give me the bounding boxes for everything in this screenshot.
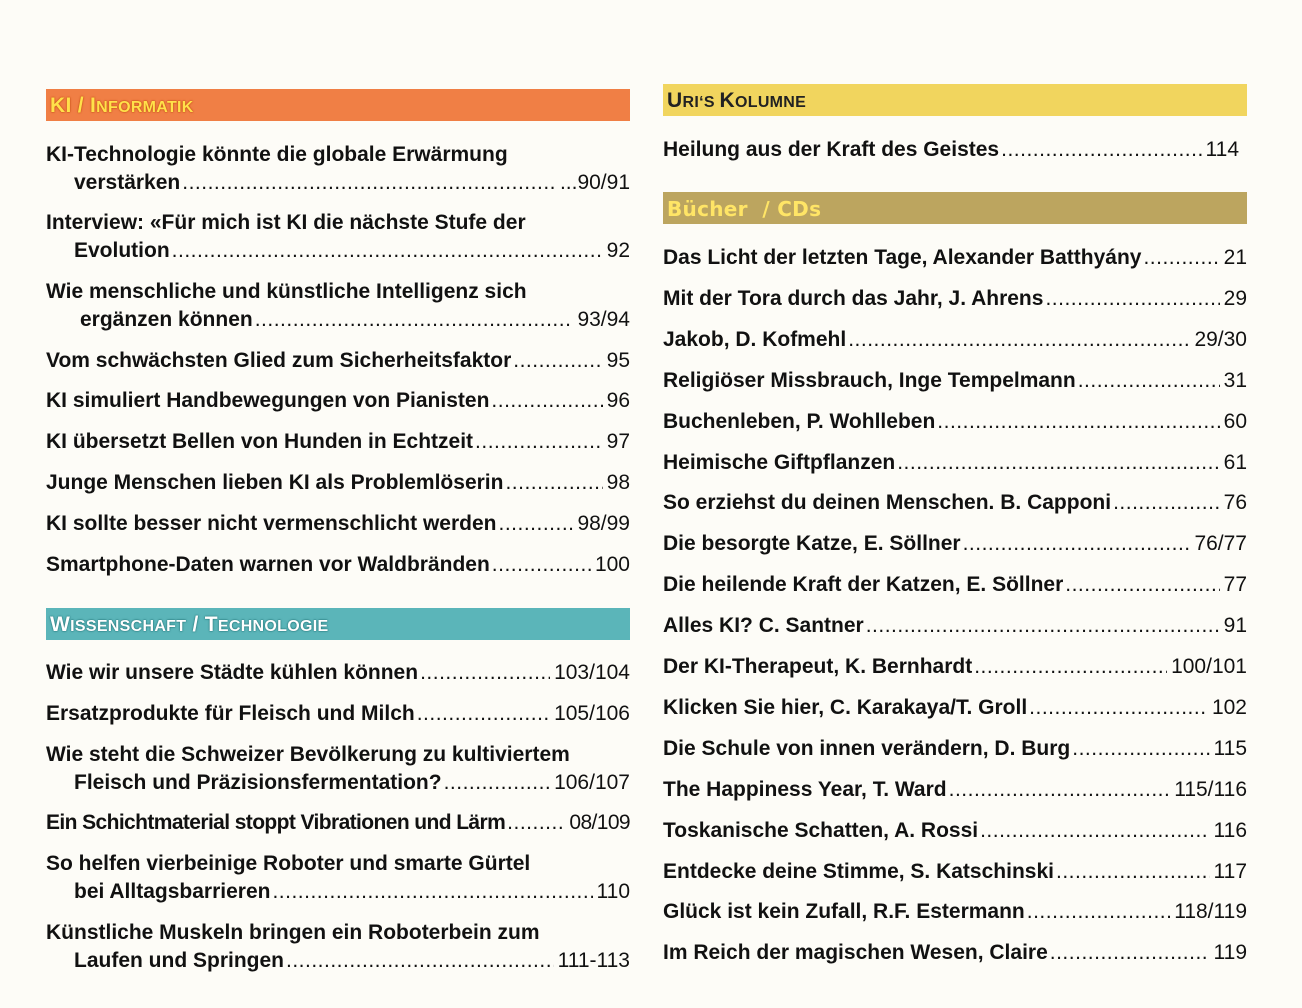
entry-page: 97 bbox=[606, 430, 630, 453]
toc-entry[interactable] bbox=[663, 735, 1247, 763]
entry-page: 29 bbox=[1223, 287, 1247, 310]
toc-entry[interactable] bbox=[663, 612, 1247, 640]
entry-page: 91 bbox=[1223, 614, 1247, 637]
entry-page: 111-113 bbox=[557, 949, 630, 972]
entry-page: 114 bbox=[1205, 138, 1239, 161]
toc-entry[interactable] bbox=[663, 898, 1247, 926]
toc-entry[interactable] bbox=[663, 817, 1247, 845]
entry-page: 76 bbox=[1223, 491, 1247, 514]
entry-page: ...90/91 bbox=[559, 171, 630, 194]
toc-entry[interactable] bbox=[663, 367, 1247, 395]
entry-title: Jakob, D. Kofmehl bbox=[663, 328, 847, 351]
entry-title-line2: Fleisch und Präzisionsfermentation? bbox=[74, 771, 442, 794]
entry-title: Heimische Giftpflanzen bbox=[663, 451, 896, 474]
toc-entry[interactable] bbox=[663, 694, 1247, 722]
toc-entry[interactable] bbox=[46, 919, 630, 975]
entry-title: Ersatzprodukte für Fleisch und Milch bbox=[46, 702, 415, 725]
section-header-uris-kolumne: URI‘S KOLUMNE bbox=[663, 84, 1247, 116]
toc-entry[interactable] bbox=[663, 776, 1247, 804]
entry-page: 106/107 bbox=[554, 771, 630, 794]
section-header-ki-informatik: KI / INFORMATIK bbox=[46, 89, 630, 121]
toc-entry[interactable] bbox=[46, 141, 630, 197]
section-header-wissenschaft-technologie: WISSENSCHAFT / TECHNOLOGIE bbox=[46, 608, 630, 640]
toc-entry[interactable] bbox=[46, 741, 630, 797]
entry-title-line1: Künstliche Muskeln bringen ein Roboterbein zum bbox=[46, 921, 540, 944]
entry-title: Religiöser Missbrauch, Inge Tempelmann bbox=[663, 369, 1076, 392]
toc-entry[interactable] bbox=[46, 469, 630, 497]
entry-page: 92 bbox=[606, 239, 630, 262]
entry-page: 29/30 bbox=[1194, 328, 1247, 351]
entry-page: 93/94 bbox=[577, 308, 630, 331]
entry-title: Toskanische Schatten, A. Rossi bbox=[663, 819, 979, 842]
toc-entry[interactable] bbox=[46, 387, 630, 415]
toc-entry[interactable] bbox=[46, 428, 630, 456]
entry-page: 31 bbox=[1223, 369, 1247, 392]
entry-title: Vom schwächsten Glied zum Sicherheitsfaktor bbox=[46, 349, 512, 372]
toc-entry[interactable] bbox=[663, 285, 1247, 313]
entry-title-line1: KI-Technologie könnte die globale Erwärmung bbox=[46, 143, 508, 166]
toc-entry[interactable] bbox=[663, 244, 1247, 272]
toc-entry[interactable] bbox=[46, 809, 630, 837]
toc-entry[interactable] bbox=[663, 326, 1247, 354]
toc-entry[interactable] bbox=[663, 489, 1247, 517]
toc-entry[interactable] bbox=[663, 653, 1247, 681]
entry-title: KI sollte besser nicht vermenschlicht werden bbox=[46, 512, 497, 535]
entry-title: So erziehst du deinen Menschen. B. Capponi bbox=[663, 491, 1112, 514]
entry-title: Im Reich der magischen Wesen, Claire bbox=[663, 941, 1048, 964]
entry-page: 21 bbox=[1223, 246, 1247, 269]
entry-page: 100 bbox=[594, 553, 630, 576]
toc-entry[interactable] bbox=[663, 408, 1247, 436]
entry-page: 102 bbox=[1211, 696, 1247, 719]
entry-page: 103/104 bbox=[554, 661, 630, 684]
toc-entry[interactable] bbox=[663, 571, 1247, 599]
toc-entry[interactable] bbox=[46, 659, 630, 687]
entry-title: Mit der Tora durch das Jahr, J. Ahrens bbox=[663, 287, 1044, 310]
entry-title: Junge Menschen lieben KI als Problemlöserin bbox=[46, 471, 504, 494]
entry-title: Buchenleben, P. Wohlleben bbox=[663, 410, 936, 433]
entry-page: 115/116 bbox=[1174, 778, 1247, 801]
toc-entry[interactable] bbox=[46, 700, 630, 728]
entry-page: 60 bbox=[1223, 410, 1247, 433]
entry-page: 98/99 bbox=[577, 512, 630, 535]
toc-entry[interactable] bbox=[46, 551, 630, 579]
toc-entry[interactable] bbox=[46, 347, 630, 375]
entry-title: Alles KI? C. Santner bbox=[663, 614, 864, 637]
entry-page: 105/106 bbox=[554, 702, 630, 725]
entry-title: Ein Schichtmaterial stoppt Vibrationen und Lärm bbox=[46, 811, 506, 834]
entry-page: 100/101 bbox=[1171, 655, 1247, 678]
entry-title-line1: Interview: «Für mich ist KI die nächste Stufe der bbox=[46, 211, 526, 234]
entry-title: KI simuliert Handbewegungen von Pianisten bbox=[46, 389, 490, 412]
entry-page: 95 bbox=[606, 349, 630, 372]
entry-page: 77 bbox=[1223, 573, 1247, 596]
entry-title: KI übersetzt Bellen von Hunden in Echtzeit bbox=[46, 430, 474, 453]
entry-page: 117 bbox=[1213, 860, 1247, 883]
entry-title: Die Schule von innen verändern, D. Burg bbox=[663, 737, 1071, 760]
entry-title: The Happiness Year, T. Ward bbox=[663, 778, 947, 801]
entry-title-line1: So helfen vierbeinige Roboter und smarte Gürtel bbox=[46, 852, 531, 875]
toc-entry[interactable] bbox=[663, 136, 1239, 164]
entry-title: Smartphone-Daten warnen vor Waldbränden bbox=[46, 553, 490, 576]
entry-title-line2: bei Alltagsbarrieren bbox=[74, 880, 271, 903]
entry-title-line2: Laufen und Springen bbox=[74, 949, 284, 972]
entry-title-line1: Wie steht die Schweizer Bevölkerung zu kultiviertem bbox=[46, 743, 570, 766]
toc-entry[interactable] bbox=[46, 850, 630, 906]
entry-page: 119 bbox=[1213, 941, 1247, 964]
toc-entry[interactable] bbox=[46, 209, 630, 265]
entry-title: Entdecke deine Stimme, S. Katschinski bbox=[663, 860, 1054, 883]
entry-page: 08/109 bbox=[569, 811, 630, 834]
toc-entry[interactable] bbox=[663, 858, 1247, 886]
entry-title: Glück ist kein Zufall, R.F. Estermann bbox=[663, 900, 1025, 923]
entry-title-line1: Wie menschliche und künstliche Intelligenz sich bbox=[46, 280, 527, 303]
entry-page: 115 bbox=[1213, 737, 1247, 760]
entry-page: 98 bbox=[606, 471, 630, 494]
entry-page: 76/77 bbox=[1194, 532, 1247, 555]
entry-title: Der KI-Therapeut, K. Bernhardt bbox=[663, 655, 973, 678]
toc-entry[interactable] bbox=[663, 530, 1247, 558]
entry-title: Heilung aus der Kraft des Geistes bbox=[663, 138, 1000, 161]
toc-entry[interactable] bbox=[46, 278, 630, 334]
toc-entry[interactable] bbox=[663, 939, 1247, 967]
entry-title: Das Licht der letzten Tage, Alexander Batthyány bbox=[663, 246, 1142, 269]
entry-page: 110 bbox=[596, 880, 630, 903]
entry-title: Die heilende Kraft der Katzen, E. Söllner bbox=[663, 573, 1064, 596]
toc-entry[interactable] bbox=[46, 510, 630, 538]
entry-title-line2: ergänzen können bbox=[80, 308, 253, 331]
toc-entry[interactable] bbox=[663, 449, 1247, 477]
section-header-buecher-cds: Bücher / CDs bbox=[663, 192, 1247, 224]
entry-page: 61 bbox=[1223, 451, 1247, 474]
entry-title-line2: Evolution bbox=[74, 239, 170, 262]
entry-page: 96 bbox=[606, 389, 630, 412]
entry-title-line2: verstärken bbox=[74, 171, 181, 194]
entry-page: 116 bbox=[1213, 819, 1247, 842]
entry-title: Wie wir unsere Städte kühlen können bbox=[46, 661, 419, 684]
entry-title: Die besorgte Katze, E. Söllner bbox=[663, 532, 961, 555]
entry-page: 118/119 bbox=[1174, 900, 1247, 923]
entry-title: Klicken Sie hier, C. Karakaya/T. Groll bbox=[663, 696, 1028, 719]
